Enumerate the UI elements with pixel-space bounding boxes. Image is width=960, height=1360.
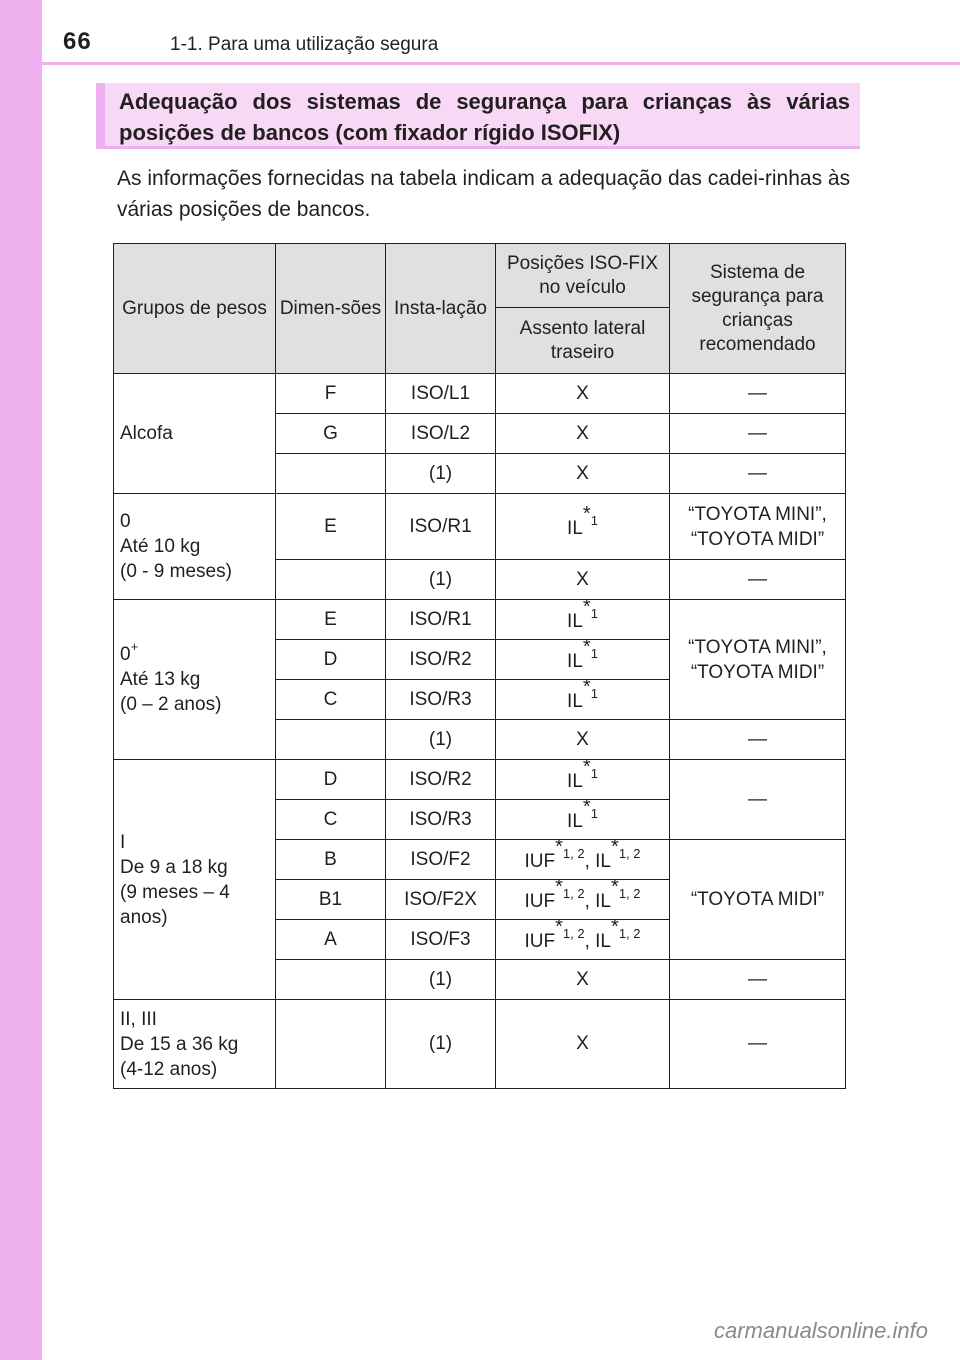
suitability-cell: IL$^{*1}$ (496, 800, 670, 840)
fixture-cell: ISO/R2 (386, 640, 496, 680)
size-class-cell: E (276, 494, 386, 560)
page-number: 66 (63, 28, 92, 55)
running-head: 1-1. Para uma utilização segura (170, 34, 439, 55)
group-cell-0-plus: 0+ Até 13 kg (0 – 2 anos) (114, 600, 276, 760)
header-rear-outboard: Assento lateral traseiro (496, 308, 670, 374)
suitability-cell: IL$^{*1}$ (496, 494, 670, 560)
group-cell-0: 0 Até 10 kg (0 - 9 meses) (114, 494, 276, 600)
size-class-cell: F (276, 374, 386, 414)
suitability-cell: IUF$^{*1, 2}$, IL$^{*1, 2}$ (496, 840, 670, 880)
recommended-cell: — (670, 560, 846, 600)
table-row (114, 760, 846, 800)
table-header-row (114, 244, 846, 308)
header-rule (42, 62, 960, 65)
suitability-cell: X (496, 374, 670, 414)
size-class-cell: B1 (276, 880, 386, 920)
size-class-cell: B (276, 840, 386, 880)
section-heading-box (96, 83, 860, 149)
fixture-cell: ISO/R2 (386, 760, 496, 800)
section-title: Adequação dos sistemas de segurança para crianças às várias posições de bancos (com fixador rígido ISOFIX) (119, 89, 850, 145)
table-row (114, 1000, 846, 1089)
size-class-cell: D (276, 760, 386, 800)
size-class-cell: E (276, 600, 386, 640)
recommended-cell: — (670, 960, 846, 1000)
suitability-cell: IL$^{*1}$ (496, 680, 670, 720)
fixture-cell: ISO/L1 (386, 374, 496, 414)
fixture-cell: (1) (386, 960, 496, 1000)
intro-paragraph: As informações fornecidas na tabela indicam a adequação das cadei-rinhas às várias posições de bancos. (117, 167, 851, 221)
header-size-class: Dimen-sões (276, 244, 386, 374)
suitability-cell: X (496, 1000, 670, 1089)
fixture-cell: (1) (386, 1000, 496, 1089)
size-class-cell: C (276, 680, 386, 720)
fixture-cell: ISO/R3 (386, 680, 496, 720)
size-class-cell: D (276, 640, 386, 680)
fixture-cell: ISO/R3 (386, 800, 496, 840)
fixture-cell: (1) (386, 454, 496, 494)
suitability-cell: X (496, 560, 670, 600)
suitability-cell: IUF$^{*1, 2}$, IL$^{*1, 2}$ (496, 920, 670, 960)
size-class-cell: A (276, 920, 386, 960)
header-recommended-system: Sistema de segurança para crianças recomendado (670, 244, 846, 374)
suitability-cell: X (496, 414, 670, 454)
fixture-cell: ISO/F2 (386, 840, 496, 880)
header-isofix-positions: Posições ISO-FIX no veículo (496, 244, 670, 308)
side-color-bar (0, 0, 42, 1360)
recommended-cell: — (670, 374, 846, 414)
table-row (114, 600, 846, 640)
recommended-cell: — (670, 1000, 846, 1089)
fixture-cell: (1) (386, 560, 496, 600)
fixture-cell: ISO/R1 (386, 494, 496, 560)
size-class-cell (276, 720, 386, 760)
watermark: carmanualsonline.info (713, 1318, 928, 1343)
suitability-cell: IUF$^{*1, 2}$, IL$^{*1, 2}$ (496, 880, 670, 920)
recommended-cell: “TOYOTA MIDI” (670, 840, 846, 960)
table-row (114, 494, 846, 560)
suitability-cell: X (496, 720, 670, 760)
recommended-cell: — (670, 760, 846, 840)
suitability-cell: IL$^{*1}$ (496, 600, 670, 640)
recommended-cell: “TOYOTA MINI”, “TOYOTA MIDI” (670, 600, 846, 720)
header-weight-groups: Grupos de pesos (114, 244, 276, 374)
size-class-cell: G (276, 414, 386, 454)
table-row (114, 374, 846, 414)
group-cell-I: I De 9 a 18 kg (9 meses – 4 anos) (114, 760, 276, 1000)
size-class-cell (276, 560, 386, 600)
suitability-cell: IL$^{*1}$ (496, 640, 670, 680)
recommended-cell: — (670, 454, 846, 494)
suitability-cell: X (496, 454, 670, 494)
fixture-cell: ISO/L2 (386, 414, 496, 454)
size-class-cell: C (276, 800, 386, 840)
fixture-cell: ISO/R1 (386, 600, 496, 640)
recommended-cell: “TOYOTA MINI”, “TOYOTA MIDI” (670, 494, 846, 560)
suitability-cell: IL$^{*1}$ (496, 760, 670, 800)
recommended-cell: — (670, 720, 846, 760)
size-class-cell (276, 1000, 386, 1089)
header-fixture: Insta-lação (386, 244, 496, 374)
suitability-cell: X (496, 960, 670, 1000)
fixture-cell: ISO/F3 (386, 920, 496, 960)
group-cell-carrycot: Alcofa (114, 374, 276, 494)
fixture-cell: ISO/F2X (386, 880, 496, 920)
recommended-cell: — (670, 414, 846, 454)
fixture-cell: (1) (386, 720, 496, 760)
group-cell-II-III: II, III De 15 a 36 kg (4-12 anos) (114, 1000, 276, 1089)
size-class-cell (276, 454, 386, 494)
isofix-suitability-table (113, 243, 846, 1089)
size-class-cell (276, 960, 386, 1000)
